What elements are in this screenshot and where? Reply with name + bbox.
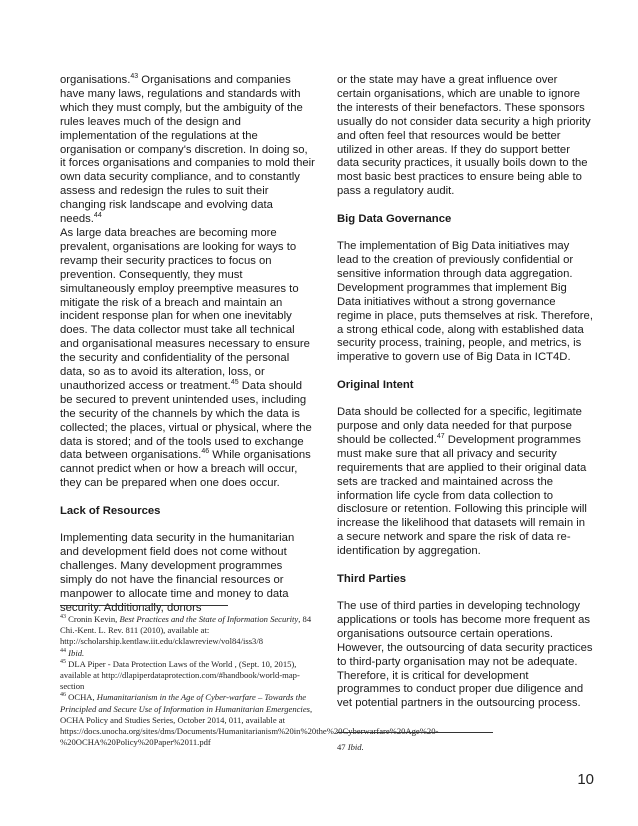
text-run: Organisations and companies have many laws, regulations and standards with which they must comply, but the ambiguity of the rules leaves much of the design and implementation of the regulations at the organisation or company's discretion. In doing so, it forces organisations and companies to mold their own data security compliance, and to constantly assess and redesign the rules to suit their changing risk landscape and evolving data needs. [60, 74, 315, 226]
footnote-43: $^{43}$ Cronin Kevin, Best Practices and the State of Information Security, 84 Chi.-Kent. L. Rev. 811 (2010), available at: http://scholarship.kentlaw.iit.edu/cklawreview/vol84/iss3/8 [60, 614, 312, 647]
paragraph: The implementation of Big Data initiatives may lead to the creation of previously confidential or sensitive information through data aggregation. Development programmes that implement Big Data initiatives without a strong governance regime in place, puts themselves at risk. Therefore, a strong ethical code, along with established data security process, training, people, and metrics, is imperative to govern use of Big Data in ICT4D. [337, 240, 593, 364]
text-run: Development programmes must make sure that all privacy and security requirements that are applied to their original data sets are tracked and maintained across the information life cycle from data collection to disclosure or retention. Following this principle will increase the likelihood that datasets will remain in a secure network and spare the risk of data re-identification by aggregation. [337, 433, 587, 558]
footnote-ref[interactable]: 47 [436, 433, 445, 441]
page-number: 10 [577, 771, 594, 788]
section-heading-third-parties: Third Parties [337, 573, 407, 586]
footnote-ref[interactable]: 43 [130, 73, 139, 81]
section-heading-big-data-governance: Big Data Governance [337, 213, 452, 226]
text-run: Data should be secured to prevent unintended uses, including the security of the channels by which the data is collected; the places, virtual or physical, where the data is stored; and of the tools used to exchange data between organisations. [60, 379, 312, 462]
text-run: Data should be collected for a specific, legitimate purpose and only data needed for that purpose should be collected. [337, 406, 582, 446]
text-run: As large data breaches are becoming more prevalent, organisations are looking for ways to revamp their security practices to focus on prevention. Consequently, they must simultaneously employ preemptive measures to mitigate the risk of a breach and maintain an incident response plan for when one inevitably does. The data collector must take all technical and organisational measures necessary to ensure the security and confidentiality of the personal data, so as to avoid its alteration, loss, or unauthorized access or treatment. [60, 226, 310, 392]
text-run: While organisations cannot predict when or how a breach will occur, they can be prepared when one does occur. [60, 449, 311, 490]
left-column [60, 74, 315, 616]
footnote-divider [337, 732, 493, 733]
paragraph [337, 406, 593, 559]
footnote-ref[interactable]: 46 [201, 448, 210, 456]
right-column [337, 74, 593, 711]
paragraph: or the state may have a great influence over certain organisations, which are unable to ignore the interests of their benefactors. These sponsors usually do not consider data security a high priority and often feel that resources would be better utilized in other areas. If they do support better data security practices, it usually boils down to the most basic best practices to ensure being able to pass a regulatory audit. [337, 74, 591, 198]
section-heading-lack-of-resources: Lack of Resources [60, 505, 161, 518]
footnote-divider [60, 605, 228, 606]
paragraph [60, 227, 315, 491]
footnote-46: $^{46}$ OCHA, Humanitarianism in the Age of Cyber-warfare – Towards the Principled and Secure Use of Information in Humanitarian Emergencies, OCHA Policy and Studies Series, October 2014, 011, available at https://docs.unocha.org/sites/dms/Documents/Humanitarianism%20in%20the%20Cyberwarfare%20Age%20-%20OCHA%20Policy%20Paper%2011.pdf [60, 692, 439, 748]
paragraph [60, 74, 315, 227]
section-heading-original-intent: Original Intent [337, 379, 414, 392]
text-run: organisations. [60, 74, 131, 86]
paragraph: The use of third parties in developing technology applications or tools has become more frequent as organisations outsource certain operations. However, the outsourcing of data security practices to third-party organisation may not be adequate. Therefore, it is critical for development programmes to conduct proper due diligence and vet potential partners in the outsourcing process. [337, 600, 593, 710]
footnote-ref[interactable]: 45 [230, 379, 239, 387]
footnote-44: $^{44}$ Ibid. [60, 647, 85, 658]
footnote-45: $^{45}$ DLA Piper - Data Protection Laws of the World , (Sept. 10, 2015), available at http://dlapiperdataprotection.com/#handbook/world-map-section [60, 658, 300, 692]
paragraph: Implementing data security in the humanitarian and development field does not come without challenges. Many development programmes simply do not have the financial resources or manpower to allocate time and money to data security. Additionally, donors [60, 532, 295, 614]
footnote-ref[interactable]: 44 [93, 212, 102, 220]
footnotes-right [337, 732, 587, 761]
footnote-47: 47 Ibid. [337, 741, 364, 752]
